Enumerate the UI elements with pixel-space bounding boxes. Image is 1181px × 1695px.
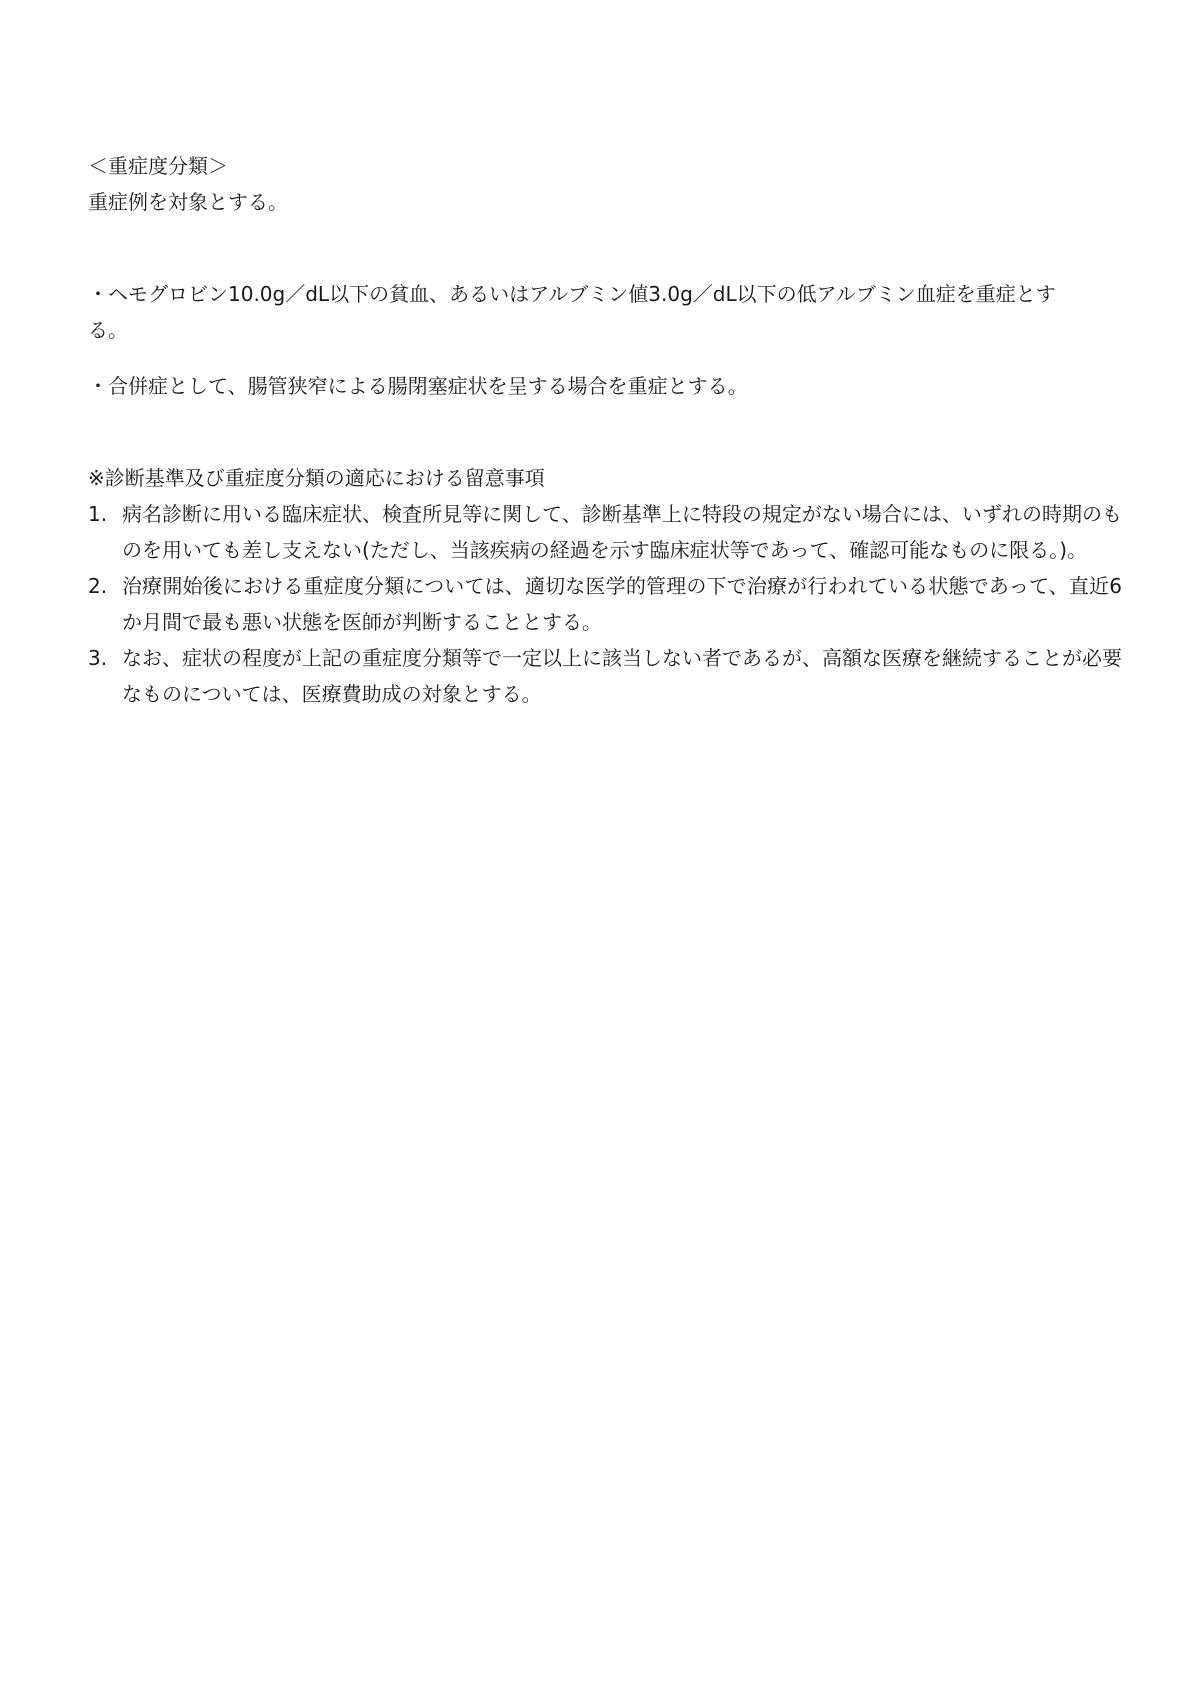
note-number: 2.	[88, 574, 108, 598]
note-text: 治療開始後における重症度分類については、適切な医学的管理の下で治療が行われている状態であって、直近6か月間で最も悪い状態を医師が判断することとする。	[122, 574, 1122, 634]
spacer	[88, 424, 1098, 460]
document-body	[88, 148, 1122, 712]
note-text: なお、症状の程度が上記の重症度分類等で一定以上に該当しない者であるが、高額な医療を継続することが必要なものについては、医療費助成の対象とする。	[122, 646, 1122, 706]
bullet-item-complication	[88, 368, 1098, 404]
spacer	[88, 220, 1098, 256]
note-text: 病名診断に用いる臨床症状、検査所見等に関して、診断基準上に特段の規定がない場合には、いずれの時期のものを用いても差し支えない(ただし、当該疾病の経過を示す臨床症状等であって、確認可能なものに限る。)。	[122, 502, 1122, 562]
intro-text: 重症例を対象とする。	[88, 190, 288, 214]
note-number: 3.	[88, 646, 108, 670]
bullet-item-anemia	[88, 276, 1098, 348]
note-item-3	[88, 640, 1122, 712]
note-number: 1.	[88, 502, 108, 526]
note-item-1	[88, 496, 1122, 568]
notes-title: ※診断基準及び重症度分類の適応における留意事項	[88, 466, 545, 490]
bullet-text: ・合併症として、腸管狭窄による腸閉塞症状を呈する場合を重症とする。	[88, 374, 748, 398]
section-title: ＜重症度分類＞	[88, 154, 228, 178]
note-item-2	[88, 568, 1122, 640]
bullet-text: ・ヘモグロビン10.0g／dL以下の貧血、あるいはアルブミン値3.0g／dL以下の低アルブミン血症を重症とする。	[88, 282, 1056, 342]
